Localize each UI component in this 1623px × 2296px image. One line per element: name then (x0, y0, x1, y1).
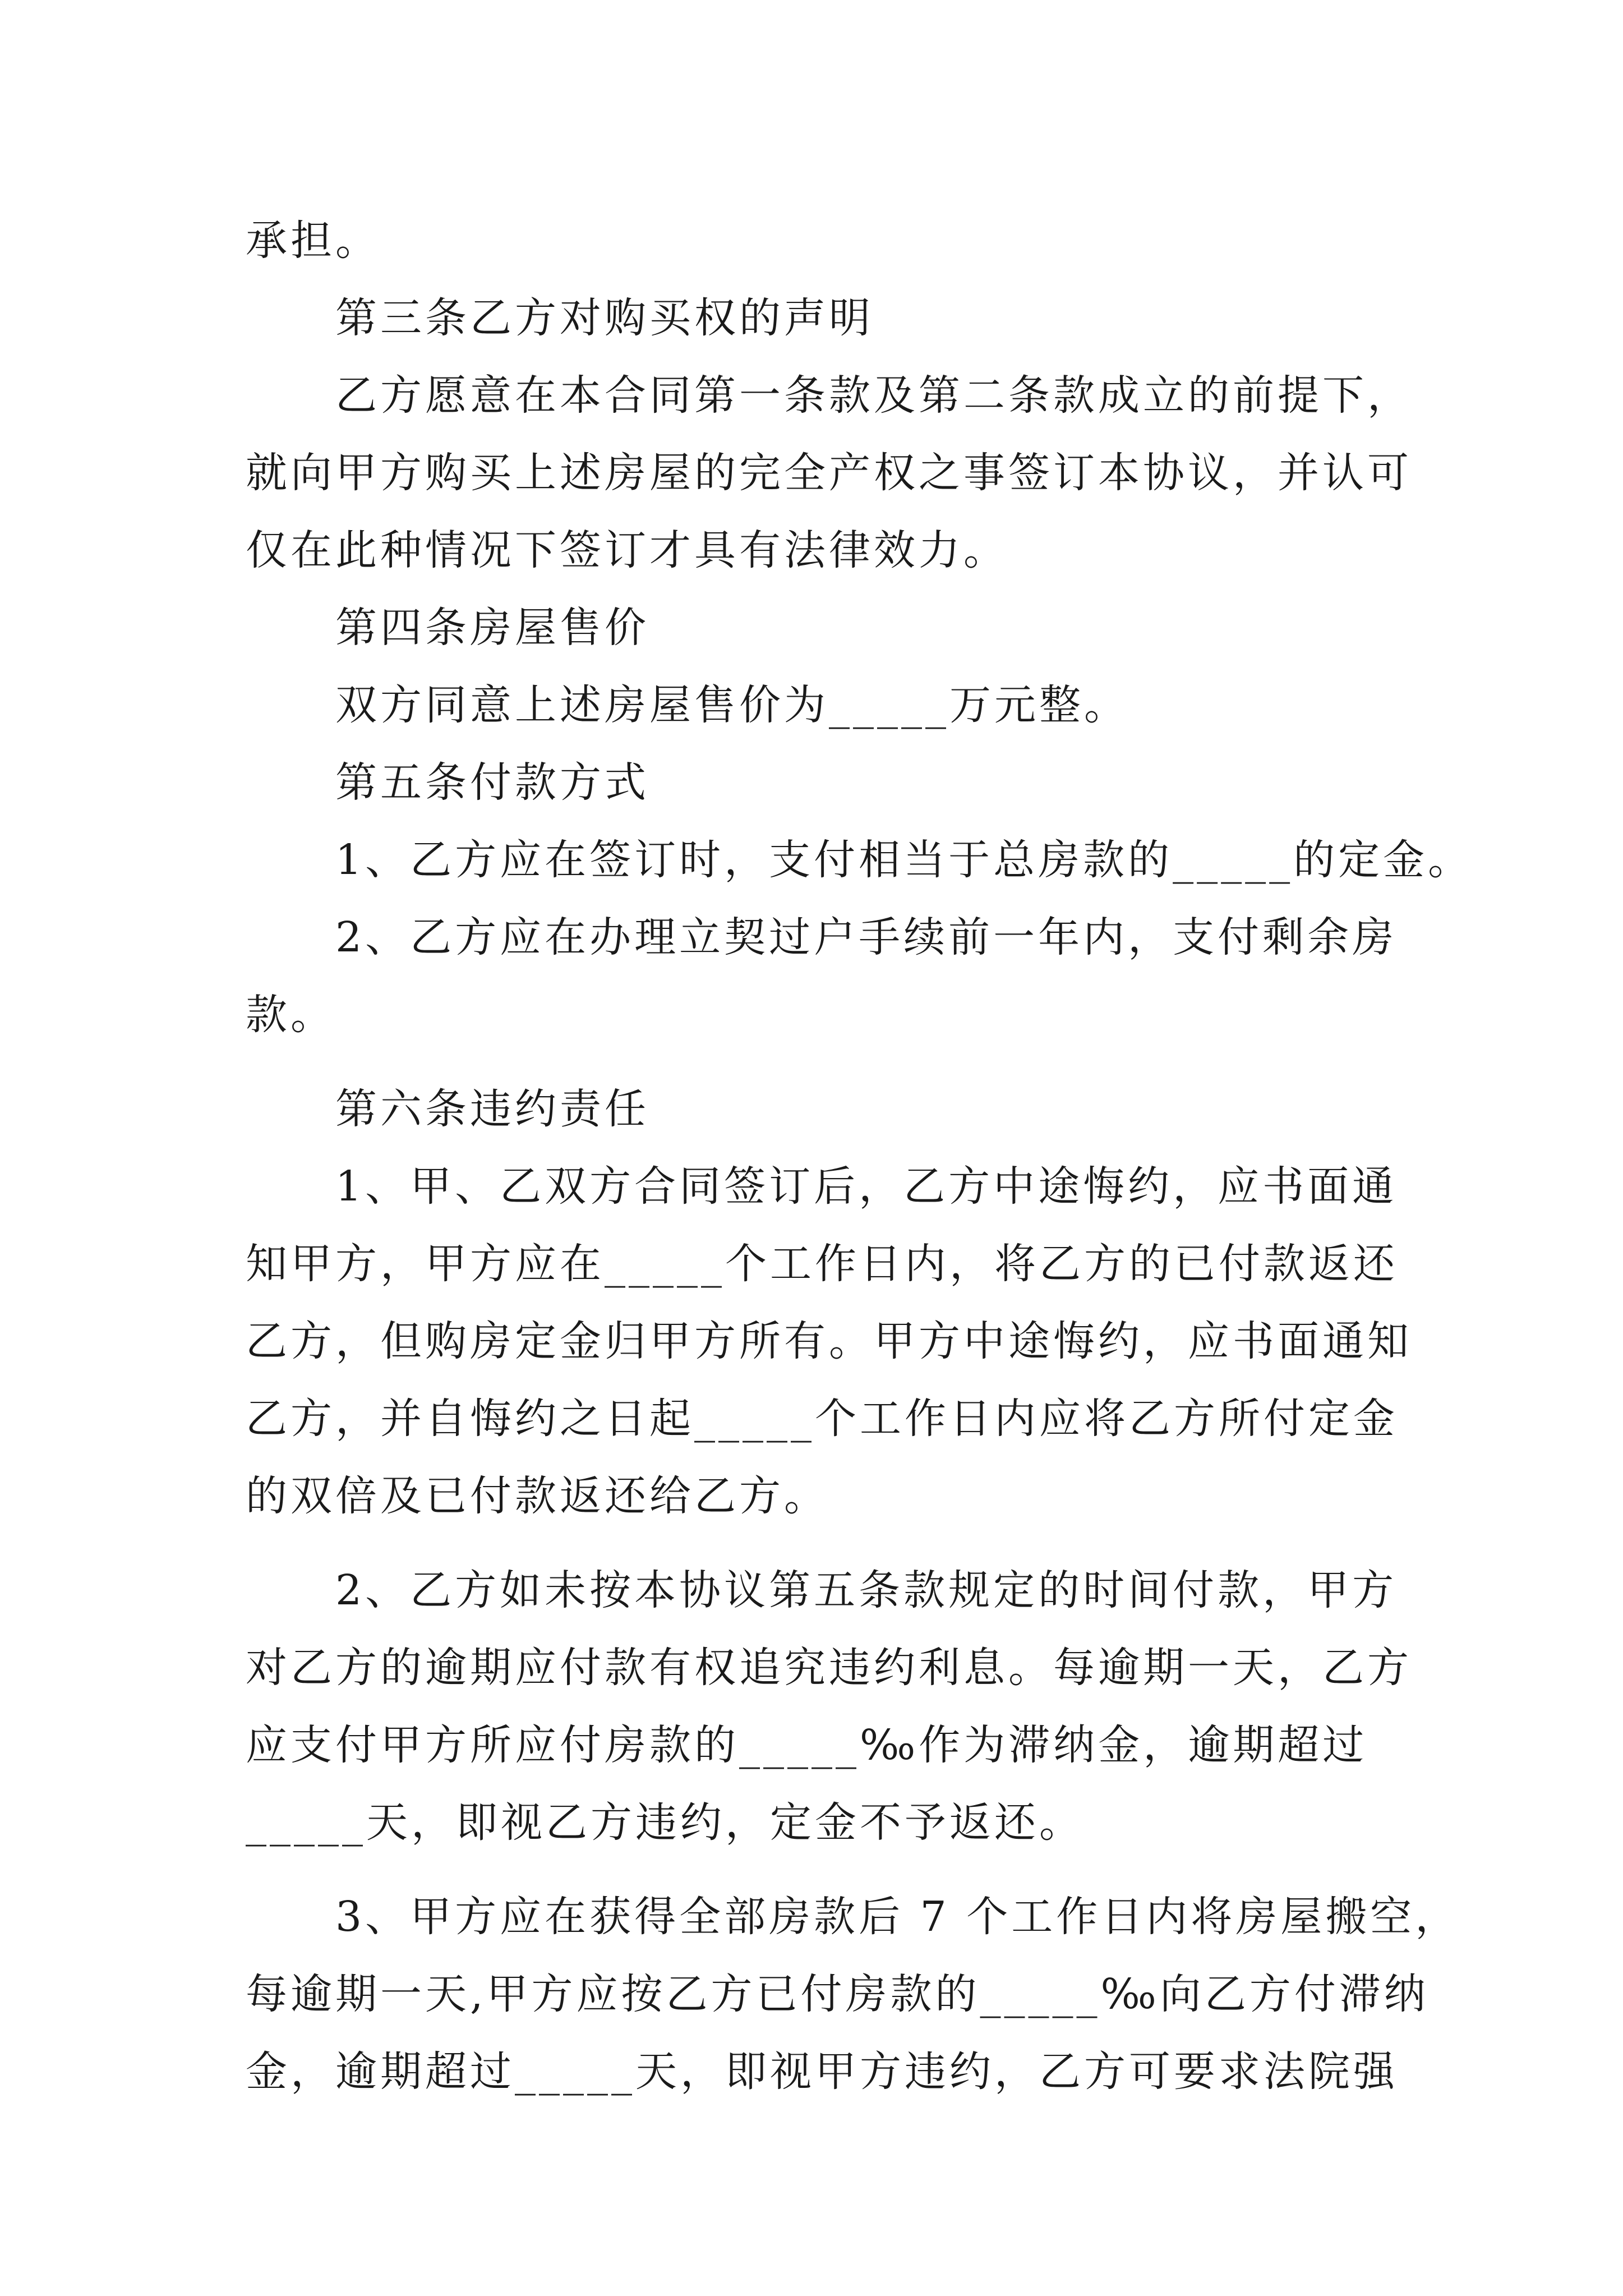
text-line: _____天，即视乙方违约，定金不予返还。 (246, 1798, 1084, 1847)
text-line: 应支付甲方所应付房款的_____‰作为滞纳金，逾期超过 (246, 1721, 1368, 1769)
text-line: 承担。 (246, 217, 380, 265)
text-line: 乙方愿意在本合同第一条款及第二条款成立的前提下， (335, 371, 1412, 420)
text-line: 每逾期一天,甲方应按乙方已付房款的_____‰向乙方付滞纳 (246, 1970, 1429, 2018)
text-line: 的双倍及已付款返还给乙方。 (246, 1472, 829, 1520)
text-line: 知甲方，甲方应在_____个工作日内，将乙方的已付款返还 (246, 1240, 1398, 1288)
contract-text (246, 202, 1473, 2110)
text-line: 乙方，并自悔约之日起_____个工作日内应将乙方所付定金 (246, 1395, 1398, 1443)
text-line: 就向甲方购买上述房屋的完全产权之事签订本协议，并认可 (246, 449, 1412, 497)
text-line: 双方同意上述房屋售价为_____万元整。 (335, 681, 1129, 729)
article-heading: 第六条违约责任 (335, 1085, 649, 1133)
text-line: 仅在此种情况下签订才具有法律效力。 (246, 526, 1008, 574)
text-line: 1、甲、乙双方合同签订后，乙方中途悔约，应书面通 (335, 1162, 1398, 1211)
text-line: 2、乙方如未按本协议第五条款规定的时间付款，甲方 (335, 1566, 1398, 1614)
text-line: 2、乙方应在办理立契过户手续前一年内，支付剩余房 (335, 913, 1398, 961)
article-heading: 第四条房屋售价 (335, 604, 649, 652)
text-line: 金，逾期超过_____天，即视甲方违约，乙方可要求法院强 (246, 2047, 1398, 2096)
text-line: 款。 (246, 991, 335, 1039)
text-line: 乙方，但购房定金归甲方所有。甲方中途悔约，应书面通知 (246, 1317, 1412, 1365)
text-line: 3、甲方应在获得全部房款后 7 个工作日内将房屋搬空， (335, 1893, 1460, 1941)
text-line: 对乙方的逾期应付款有权追究违约利息。每逾期一天，乙方 (246, 1644, 1412, 1692)
article-heading: 第三条乙方对购买权的声明 (335, 294, 874, 342)
text-line: 1、乙方应在签订时，支付相当于总房款的_____的定金。 (335, 836, 1473, 884)
article-heading: 第五条付款方式 (335, 758, 649, 807)
